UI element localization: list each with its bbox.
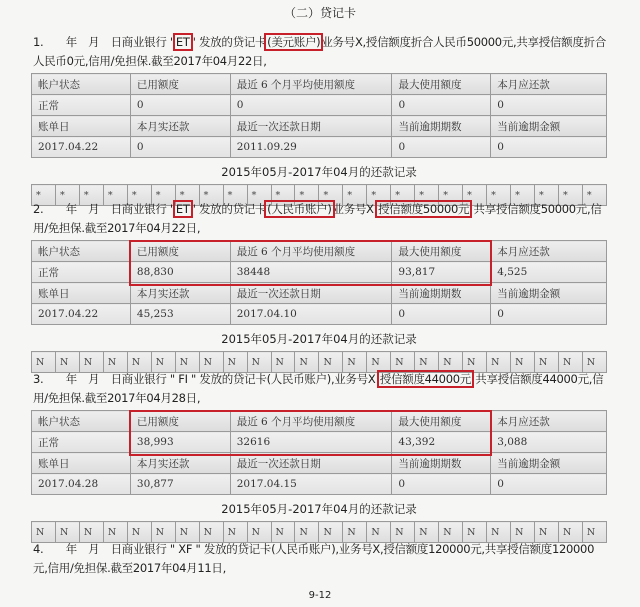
table-cell: 2011.09.29	[230, 137, 392, 158]
record-cell: N	[223, 352, 247, 373]
table-cell: 帐户状态	[32, 241, 131, 262]
record-cell: N	[558, 522, 582, 543]
record-cell: N	[487, 522, 511, 543]
table-cell: 最近 6 个月平均使用额度	[230, 74, 392, 95]
text-segment: 共享授信额度44000元,信用/免担保.截至2017年04月28日,	[33, 372, 604, 405]
record-cell: N	[535, 522, 559, 543]
text-segment: 3. 年 月 日商业银行 " FI " 发放的贷记卡(人民币账户),业务号X	[33, 372, 379, 386]
header-row	[32, 411, 607, 432]
table-cell: 最近一次还款日期	[230, 453, 392, 474]
table-cell: 2017.04.22	[32, 304, 131, 325]
credit-card-item-4	[31, 540, 607, 578]
table-cell: 正常	[32, 432, 131, 453]
text-segment: 2. 年 月 日商业银行 "	[33, 202, 175, 216]
record-cell: N	[439, 522, 463, 543]
repayment-record-heading: 2015年05月-2017年04月的还款记录	[221, 502, 417, 516]
table-cell: 0	[392, 95, 491, 116]
table-cell: 本月应还款	[491, 74, 607, 95]
text-segment: 共享授信额度50000元,信用/免担保.截至2017年04月22日,	[33, 202, 602, 235]
record-cell: N	[223, 522, 247, 543]
record-cell: N	[247, 352, 271, 373]
table-cell: 当前逾期金额	[491, 116, 607, 137]
record-cell: N	[463, 522, 487, 543]
record-cell: *	[319, 185, 343, 206]
highlighted-text: (人民币账户)	[267, 202, 332, 216]
text-segment: 1. 年 月 日商业银行 "	[33, 35, 175, 49]
record-cell: N	[439, 352, 463, 373]
table-cell: 3,088	[491, 432, 607, 453]
record-cell: *	[175, 185, 199, 206]
record-cell: N	[343, 522, 367, 543]
table-cell: 最大使用额度	[392, 74, 491, 95]
record-cell: *	[223, 185, 247, 206]
table-cell: 2017.04.22	[32, 137, 131, 158]
record-cell: N	[367, 522, 391, 543]
table-cell: 0	[230, 95, 392, 116]
record-cell: *	[247, 185, 271, 206]
record-cell: N	[319, 522, 343, 543]
value-row	[32, 432, 607, 453]
repayment-record-heading: 2015年05月-2017年04月的还款记录	[221, 332, 417, 346]
record-cell: N	[32, 522, 56, 543]
record-cell: N	[511, 522, 535, 543]
table-cell: 正常	[32, 262, 131, 283]
item-description	[33, 33, 607, 71]
account-table-wrapper	[31, 240, 607, 325]
table-cell: 4,525	[491, 262, 607, 283]
credit-card-item-3	[31, 370, 607, 543]
record-cell: N	[271, 352, 295, 373]
highlighted-text: 授信额度44000元	[379, 372, 471, 386]
table-cell: 当前逾期期数	[392, 116, 491, 137]
record-cell: *	[487, 185, 511, 206]
record-cell: N	[199, 522, 223, 543]
record-cell: *	[79, 185, 103, 206]
record-cell: N	[582, 352, 606, 373]
header-row	[32, 74, 607, 95]
record-cell: N	[247, 522, 271, 543]
table-cell: 0	[130, 95, 230, 116]
record-cell: N	[199, 352, 223, 373]
record-cell: N	[415, 352, 439, 373]
record-cell: N	[391, 522, 415, 543]
record-cell: N	[487, 352, 511, 373]
record-cell: N	[79, 352, 103, 373]
record-cell: *	[463, 185, 487, 206]
record-cell: N	[79, 522, 103, 543]
table-cell: 本月应还款	[491, 241, 607, 262]
table-cell: 38448	[230, 262, 392, 283]
section-title: （二）贷记卡	[283, 6, 356, 20]
record-cell: *	[55, 185, 79, 206]
text-segment: " 发放的贷记卡	[190, 202, 267, 216]
table-cell: 0	[491, 474, 607, 495]
highlighted-text: ET	[175, 35, 190, 49]
table-cell: 账单日	[32, 453, 131, 474]
header-row	[32, 241, 607, 262]
credit-card-item-1	[31, 33, 607, 206]
table-cell: 本月应还款	[491, 411, 607, 432]
account-table-wrapper	[31, 73, 607, 158]
record-cell: N	[151, 352, 175, 373]
header-row	[32, 116, 607, 137]
text-segment: 业务号X	[332, 202, 378, 216]
highlighted-text: (美元账户)	[267, 35, 321, 49]
table-cell: 45,253	[130, 304, 230, 325]
table-cell: 账单日	[32, 116, 131, 137]
table-cell: 0	[491, 137, 607, 158]
header-row	[32, 283, 607, 304]
record-cell: *	[295, 185, 319, 206]
table-cell: 43,392	[392, 432, 491, 453]
record-cell: *	[558, 185, 582, 206]
record-cell: N	[295, 522, 319, 543]
table-cell: 0	[491, 95, 607, 116]
record-cell: N	[558, 352, 582, 373]
text-segment: " 发放的贷记卡	[190, 35, 267, 49]
table-cell: 38,993	[130, 432, 230, 453]
record-cell: N	[103, 522, 127, 543]
record-cell: *	[439, 185, 463, 206]
table-cell: 2017.04.10	[230, 304, 392, 325]
repayment-record-heading: 2015年05月-2017年04月的还款记录	[221, 165, 417, 179]
record-cell: N	[511, 352, 535, 373]
record-cell: *	[391, 185, 415, 206]
value-row	[32, 262, 607, 283]
record-cell: N	[319, 352, 343, 373]
record-cell: *	[415, 185, 439, 206]
record-cell: N	[582, 522, 606, 543]
table-cell: 正常	[32, 95, 131, 116]
table-cell: 账单日	[32, 283, 131, 304]
item-description	[33, 540, 607, 578]
table-cell: 88,830	[130, 262, 230, 283]
table-cell: 已用额度	[130, 74, 230, 95]
account-info-table	[31, 240, 607, 325]
text-segment: 业务号X,授信额度折合人民币50000元,共享授信额度折合人民币0元,信用/免担保.截至2017年04月22日,	[33, 35, 606, 68]
record-cell: *	[535, 185, 559, 206]
account-info-table	[31, 410, 607, 495]
table-cell: 当前逾期金额	[491, 453, 607, 474]
record-cell: N	[127, 522, 151, 543]
record-cell: N	[535, 352, 559, 373]
table-cell: 0	[392, 304, 491, 325]
value-row	[32, 95, 607, 116]
record-cell: *	[582, 185, 606, 206]
table-cell: 0	[491, 304, 607, 325]
table-cell: 本月实还款	[130, 453, 230, 474]
text-segment: 4. 年 月 日商业银行 " XF " 发放的贷记卡(人民币账户),业务号X,授信额度120000元,共享授信额度120000元,信用/免担保.截至2017年04月11日,	[33, 542, 595, 575]
record-cell: *	[151, 185, 175, 206]
record-cell: N	[55, 352, 79, 373]
record-cell: N	[295, 352, 319, 373]
table-cell: 帐户状态	[32, 411, 131, 432]
item-description	[33, 200, 607, 238]
table-cell: 最近一次还款日期	[230, 283, 392, 304]
record-cell: N	[127, 352, 151, 373]
record-cell: *	[199, 185, 223, 206]
record-cell: *	[511, 185, 535, 206]
record-cell: N	[271, 522, 295, 543]
account-info-table	[31, 73, 607, 158]
record-cell: N	[151, 522, 175, 543]
table-cell: 最近 6 个月平均使用额度	[230, 411, 392, 432]
table-cell: 本月实还款	[130, 116, 230, 137]
value-row	[32, 137, 607, 158]
table-cell: 当前逾期金额	[491, 283, 607, 304]
item-description	[33, 370, 607, 408]
table-cell: 2017.04.15	[230, 474, 392, 495]
table-cell: 0	[392, 474, 491, 495]
table-cell: 当前逾期期数	[392, 283, 491, 304]
record-cell: N	[175, 352, 199, 373]
record-cell: N	[415, 522, 439, 543]
header-row	[32, 453, 607, 474]
record-cell: N	[32, 352, 56, 373]
value-row	[32, 474, 607, 495]
record-cell: N	[343, 352, 367, 373]
highlighted-text: 授信额度50000元	[378, 202, 470, 216]
table-cell: 已用额度	[130, 411, 230, 432]
table-cell: 最大使用额度	[392, 411, 491, 432]
record-cell: N	[463, 352, 487, 373]
value-row	[32, 304, 607, 325]
account-table-wrapper	[31, 410, 607, 495]
table-cell: 最近一次还款日期	[230, 116, 392, 137]
table-cell: 当前逾期期数	[392, 453, 491, 474]
record-cell: *	[367, 185, 391, 206]
record-cell: *	[32, 185, 56, 206]
table-cell: 本月实还款	[130, 283, 230, 304]
table-cell: 32616	[230, 432, 392, 453]
record-cell: *	[271, 185, 295, 206]
table-cell: 最大使用额度	[392, 241, 491, 262]
record-cell: N	[103, 352, 127, 373]
table-cell: 已用额度	[130, 241, 230, 262]
record-cell: *	[127, 185, 151, 206]
page-number: 9-12	[308, 590, 332, 601]
record-cell: *	[343, 185, 367, 206]
record-cell: N	[175, 522, 199, 543]
table-cell: 93,817	[392, 262, 491, 283]
credit-card-item-2	[31, 200, 607, 373]
highlighted-text: ET	[175, 202, 190, 216]
table-cell: 30,877	[130, 474, 230, 495]
table-cell: 2017.04.28	[32, 474, 131, 495]
record-cell: *	[103, 185, 127, 206]
table-cell: 帐户状态	[32, 74, 131, 95]
record-cell: N	[367, 352, 391, 373]
record-cell: N	[55, 522, 79, 543]
table-cell: 0	[392, 137, 491, 158]
record-cell: N	[391, 352, 415, 373]
table-cell: 0	[130, 137, 230, 158]
table-cell: 最近 6 个月平均使用额度	[230, 241, 392, 262]
